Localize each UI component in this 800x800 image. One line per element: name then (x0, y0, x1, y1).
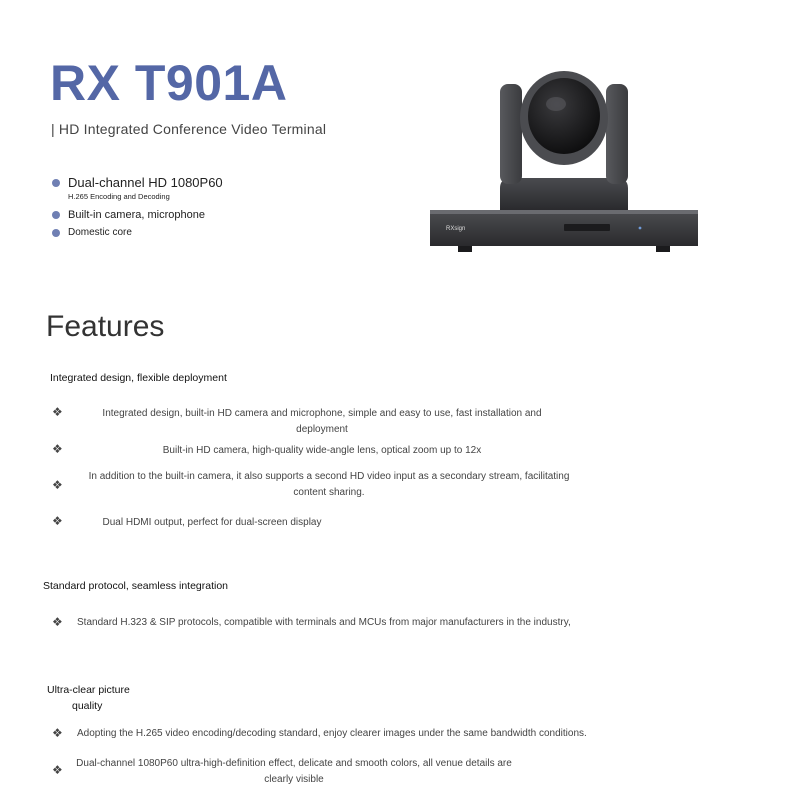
product-title: RX T901A (50, 55, 288, 111)
product-subtitle: | HD Integrated Conference Video Terminal (51, 121, 327, 137)
dot-bullet-icon (52, 179, 60, 187)
highlight-item: Dual-channel HD 1080P60 (52, 175, 223, 192)
diamond-bullet-icon: ❖ (52, 763, 63, 777)
brand-label: RXsign (446, 226, 466, 232)
feature-item: Dual-channel 1080P60 ultra-high-definition effect, delicate and smooth colors, all venue details are clearly visible (76, 758, 512, 785)
feature-item: Standard H.323 & SIP protocols, compatible with terminals and MCUs from major manufacturers in the industry, (77, 617, 571, 628)
camera-arm-right (606, 84, 628, 184)
product-image (428, 70, 700, 256)
diamond-bullet-icon: ❖ (52, 478, 63, 492)
diamond-bullet-icon: ❖ (52, 615, 63, 629)
section-title-ultra-clear-line2: quality (72, 700, 103, 712)
feature-item: Built-in HD camera, high-quality wide-angle lens, optical zoom up to 12x (162, 445, 482, 456)
feature-item: Adopting the H.265 video encoding/decoding standard, enjoy clearer images under the same bandwidth conditions. (77, 728, 587, 739)
camera-base (500, 178, 628, 210)
display-panel (564, 224, 610, 231)
diamond-bullet-icon: ❖ (52, 405, 63, 419)
highlights-list (52, 175, 223, 244)
diamond-bullet-icon: ❖ (52, 514, 63, 528)
camera-arm-left (500, 84, 522, 184)
feature-item: In addition to the built-in camera, it also supports a second HD video input as a secondary stream, facilitating content sharing. (88, 471, 570, 498)
features-heading: Features (46, 310, 165, 343)
dot-bullet-icon (52, 211, 60, 219)
diamond-bullet-icon: ❖ (52, 726, 63, 740)
feature-item: Integrated design, built-in HD camera and microphone, simple and easy to use, fast installation and deployment (102, 408, 542, 435)
section-title-ultra-clear-line1: Ultra-clear picture (47, 684, 130, 696)
highlight-item: H.265 Encoding and Decoding (68, 192, 170, 201)
feature-item: Dual HDMI output, perfect for dual-screen display (102, 517, 322, 528)
status-led (639, 227, 642, 230)
highlight-item: Built-in camera, microphone (52, 208, 223, 226)
section-title-integrated-design: Integrated design, flexible deployment (50, 372, 227, 384)
section-title-standard-protocol: Standard protocol, seamless integration (43, 580, 229, 592)
dot-bullet-icon (52, 229, 60, 237)
diamond-bullet-icon: ❖ (52, 442, 63, 456)
camera-lens (528, 78, 600, 154)
highlight-item: Domestic core (52, 226, 223, 244)
